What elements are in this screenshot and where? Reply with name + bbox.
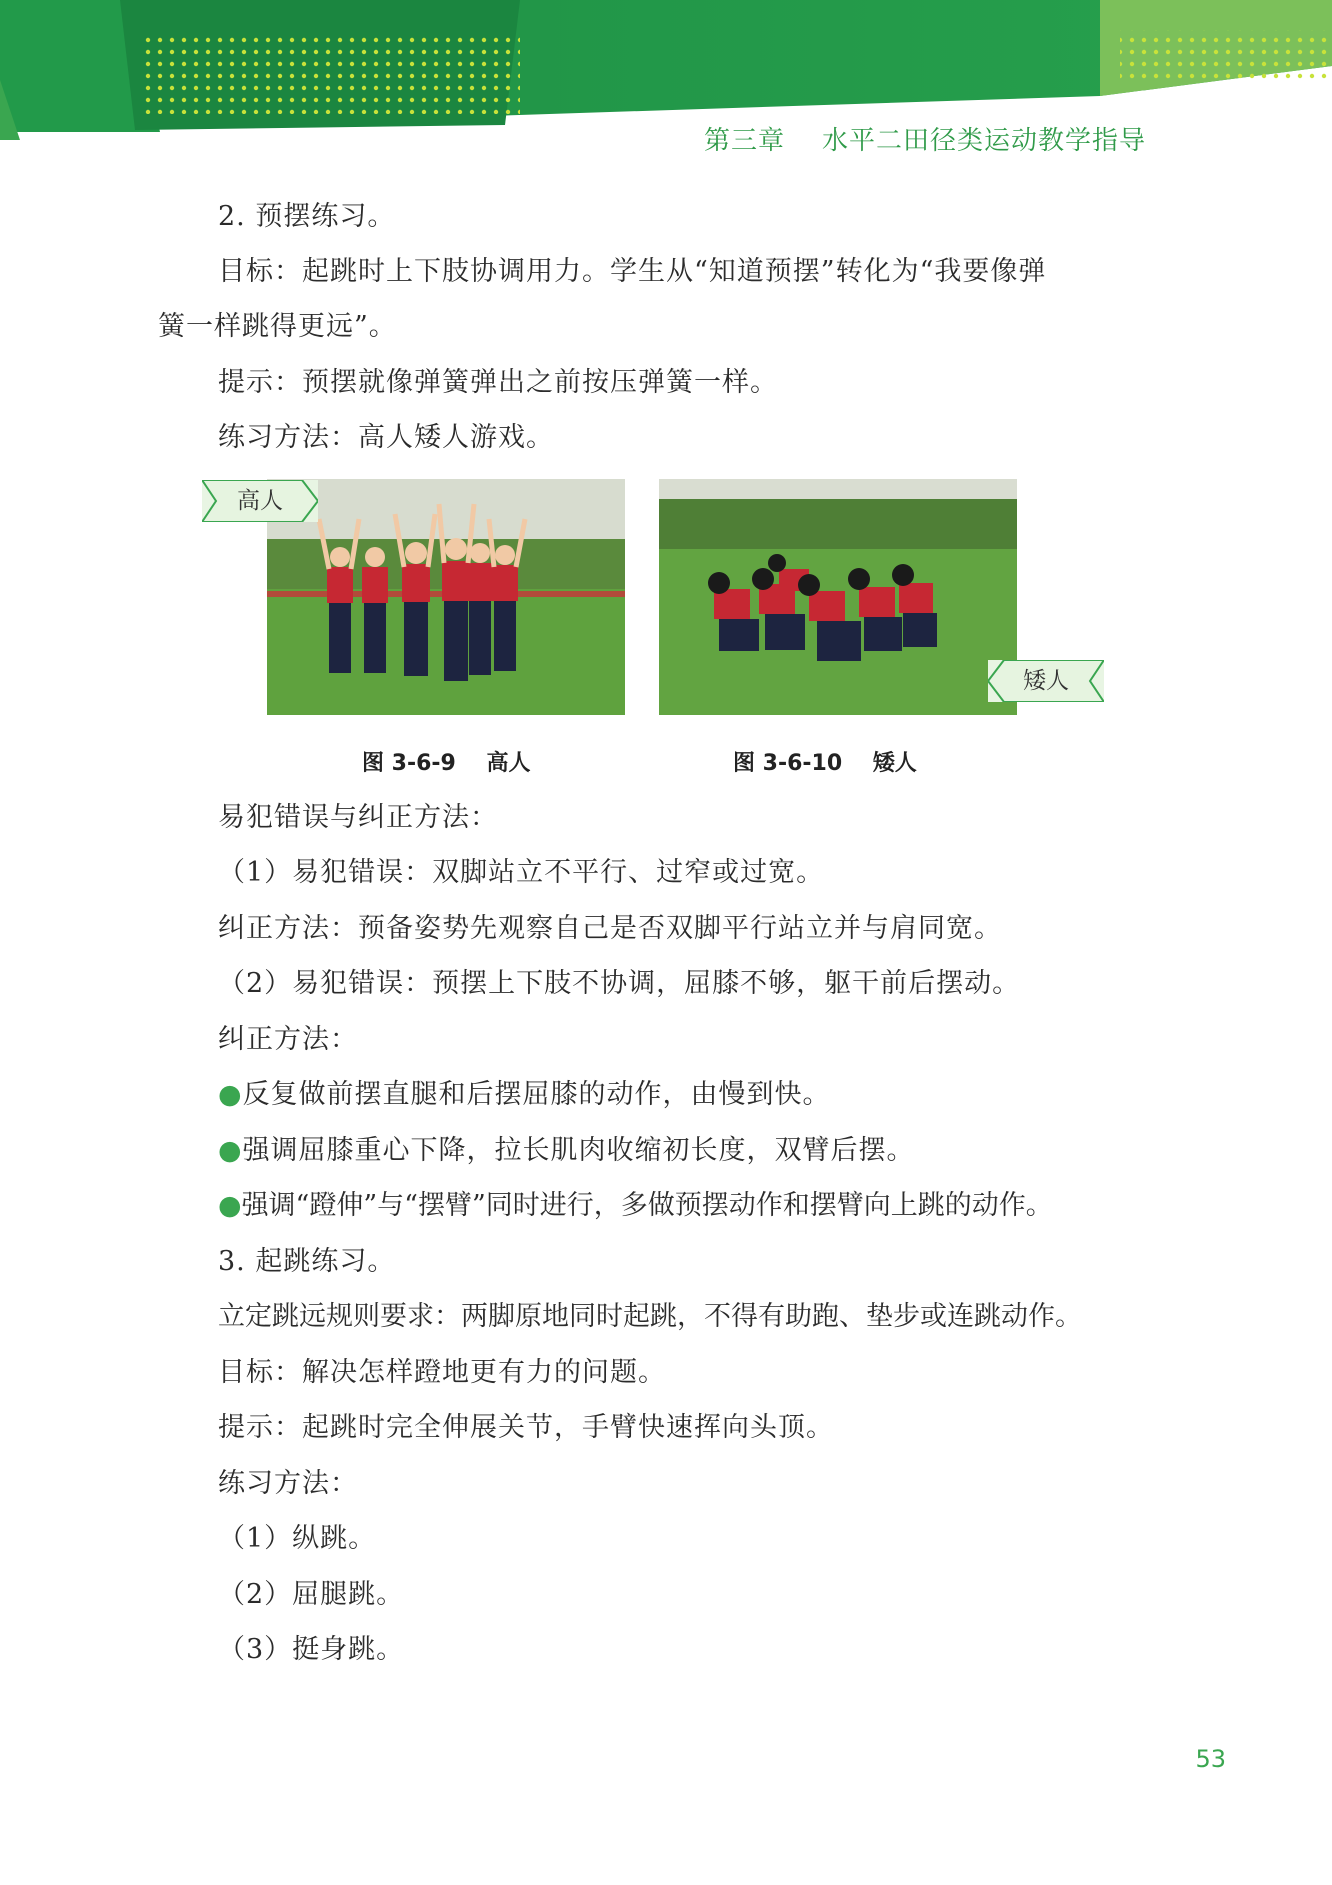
- paragraph-line: 纠正方法：: [218, 1024, 358, 1055]
- bullet-icon: ●: [218, 1135, 243, 1166]
- paragraph-line: 提示：预摆就像弹簧弹出之前按压弹簧一样。: [218, 367, 778, 398]
- paragraph-line: 练习方法：高人矮人游戏。: [218, 422, 554, 453]
- paragraph-line: （1）纵跳。: [218, 1523, 377, 1554]
- paragraph-line: 立定跳远规则要求：两脚原地同时起跳，不得有助跑、垫步或连跳动作。: [218, 1301, 1082, 1332]
- bullet-item: ●强调“蹬伸”与“摆臂”同时进行，多做预摆动作和摆臂向上跳的动作。: [218, 1190, 1053, 1221]
- paragraph-line: 目标：解决怎样蹬地更有力的问题。: [218, 1357, 666, 1388]
- figure-tag-tall: 高人: [202, 480, 318, 522]
- figure-caption: 图 3-6-9 高人: [362, 751, 531, 776]
- paragraph-line: 3. 起跳练习。: [218, 1246, 396, 1277]
- paragraph-line: 目标：起跳时上下肢协调用力。学生从“知道预摆”转化为“我要像弹: [218, 256, 1047, 287]
- bullet-icon: ●: [218, 1190, 242, 1221]
- paragraph-line: 提示：起跳时完全伸展关节，手臂快速挥向头顶。: [218, 1412, 834, 1443]
- paragraph-line: 纠正方法：预备姿势先观察自己是否双脚平行站立并与肩同宽。: [218, 913, 1002, 944]
- bullet-icon: ●: [218, 1079, 243, 1110]
- page-number: 53: [1195, 1745, 1226, 1773]
- photo-tall-people: [267, 479, 625, 715]
- figure-tag-short: 矮人: [988, 660, 1104, 702]
- paragraph-line: 簧一样跳得更远”。: [158, 311, 397, 342]
- paragraph-line: （2）屈腿跳。: [218, 1579, 405, 1610]
- header-banner: [0, 0, 1332, 140]
- paragraph-line: 练习方法：: [218, 1468, 358, 1499]
- paragraph-line: （1）易犯错误：双脚站立不平行、过窄或过宽。: [218, 857, 825, 888]
- photo-short-people: [659, 479, 1017, 715]
- bullet-item: ●反复做前摆直腿和后摆屈膝的动作，由慢到快。: [218, 1079, 831, 1110]
- bullet-item: ●强调屈膝重心下降，拉长肌肉收缩初长度，双臂后摆。: [218, 1135, 915, 1166]
- paragraph-line: （2）易犯错误：预摆上下肢不协调，屈膝不够，躯干前后摆动。: [218, 968, 1021, 999]
- paragraph-line: 易犯错误与纠正方法：: [218, 802, 498, 833]
- paragraph-line: 2. 预摆练习。: [218, 201, 396, 232]
- figure-caption: 图 3-6-10 矮人: [733, 751, 917, 776]
- paragraph-line: （3）挺身跳。: [218, 1634, 405, 1665]
- chapter-title: 第三章 水平二田径类运动教学指导: [703, 126, 1146, 156]
